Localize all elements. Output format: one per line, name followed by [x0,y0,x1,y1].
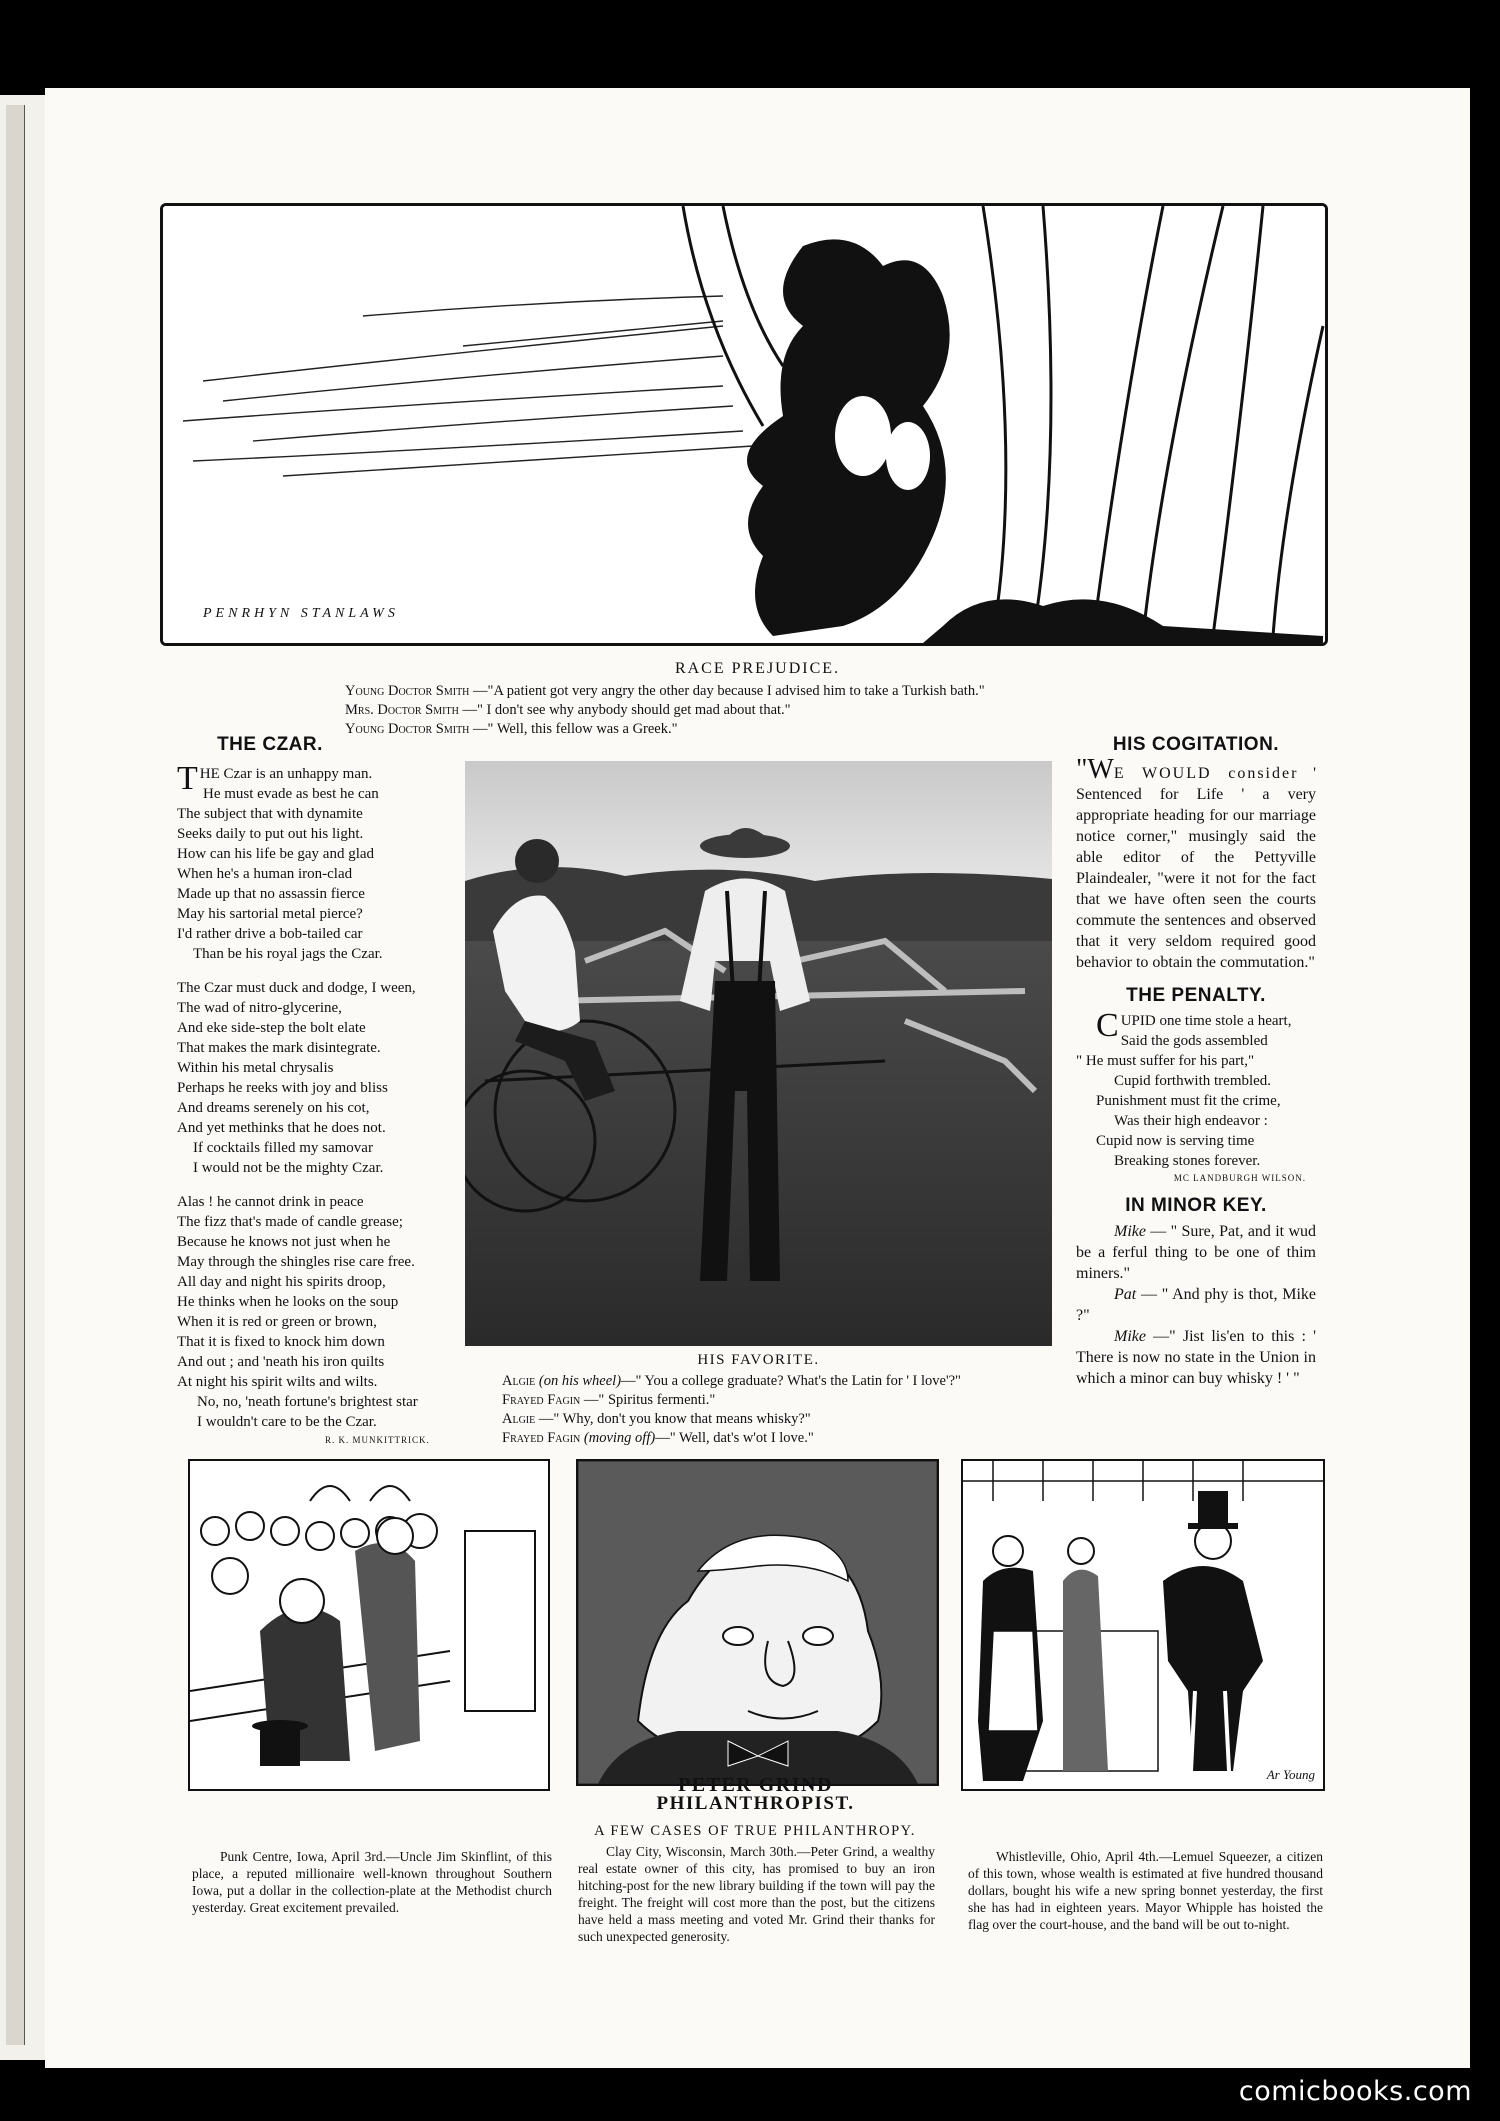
czar-first-line: THE Czar is an unhappy man. [177,760,373,797]
cogitation-title: HIS COGITATION. [1112,734,1280,755]
his-favorite-dialogue: Algie (on his wheel)—" You a college graduate? What's the Latin for ' I love'?" Frayed Fagin —" Spiritus fermenti." Algie —" Why, don't you know that means whisky?" Frayed Fagin (moving off)—" Well, dat's w'ot I love." [502,1373,961,1446]
site-watermark: comicbooks.com [1238,2076,1472,2107]
news-clay-city: Clay City, Wisconsin, March 30th.—Peter Grind, a wealthy real estate owner of this city, has promised to buy an iron hitching-post for the new library building if the town will pay the freight. The freight will cost more than the post, but the citizens have held a mass meeting and voted Mr. Grind their thanks for such unexpected generosity. [578,1844,935,1944]
cartoon-signature: Ar Young [1266,1767,1315,1782]
his-favorite-photo [465,761,1052,1346]
penalty-title: THE PENALTY. [1126,985,1266,1006]
illustration-signature: PENRHYN STANLAWS [203,606,399,621]
shop-scene-drawing [963,1461,1323,1789]
magazine-page [45,88,1470,2068]
dialogue-line-1: Young Doctor Smith —"A patient got very angry the other day because I advised him to take a Turkish bath." [345,683,985,699]
church-scene-drawing [190,1461,548,1789]
bonnet-cartoon [961,1459,1325,1791]
minor-key-p3: Mike —" Jist lis'en to this : ' There is now no state in the Union in which a minor can buy whisky ! ' " [1076,1328,1316,1387]
peter-grind-portrait [576,1459,939,1786]
minor-key-title: IN MINOR KEY. [1125,1195,1267,1216]
minor-key-p1: Mike — " Sure, Pat, and it wud be a ferful thing to be one of thim miners." [1076,1223,1316,1282]
his-favorite-caption: HIS FAVORITE. [697,1352,820,1368]
czar-title: THE CZAR. [217,734,323,755]
penalty-author: MC LANDBURGH WILSON. [1173,1173,1306,1183]
czar-poem: THE Czar is an unhappy man. He must evade as best he can The subject that with dynamite Seeks daily to put out his light. How can his life be gay and glad When he's a human iron-clad Made up that no assassin fierce May his sartorial metal pierce? I'd rather drive a bob-tailed car Than be his royal jags the Czar. The Czar must duck and dodge, I ween, The wad of nitro-glycerine, And eke side-step the bolt elate That makes the mark disintegrate. Within his metal chrysalis Perhaps he reeks with joy and bliss And dreams serenely on his cot, And yet methinks that he does not. If cocktails filled my samovar I would not be the mighty Czar. Alas ! he cannot drink in peace The fizz that's made of candle grease; Because he knows not just when he May through the shingles rise care free. All day and night his spirits droop, He thinks when he looks on the soup When it is red or green or brown, That it is fixed to knock him down And out ; and 'neath his iron quilts At night his spirit wilts and wilts. No, no, 'neath fortune's brightest star I wouldn't care to be the Czar. [177,764,487,1432]
book-gutter [0,95,48,2060]
philanthropy-caption: A FEW CASES OF TRUE PHILANTHROPY. [594,1823,916,1839]
race-prejudice-caption: RACE PREJUDICE. [674,660,841,677]
czar-author: R. K. MUNKITTRICK. [325,1435,430,1445]
dialogue-line-2: Mrs. Doctor Smith —" I don't see why anybody should get mad about that." [345,702,791,718]
race-prejudice-illustration [160,203,1328,646]
news-whistleville: Whistleville, Ohio, April 4th.—Lemuel Squeezer, a citizen of this town, whose wealth is estimated at five hundred thousand dollars, bought his wife a new spring bonnet yesterday, the first she has had in eighteen years. Mayor Whipple has hoisted the flag over the court-house, and the band will be out to-night. [968,1849,1323,1932]
penalty-poem: CUPID one time stole a heart, Said the gods assembled " He must suffer for his part," Cupid forthwith trembled. Punishment must fit the crime, Was their high endeavor : Cupid now is serving time Breaking stones forever. [1076,1007,1292,1169]
news-punk-centre: Punk Centre, Iowa, April 3rd.—Uncle Jim Skinflint, of this place, a reputed millionaire well-known throughout Southern Iowa, put a dollar in the collection-plate at the Methodist church yesterday. Great excitement prevailed. [192,1849,552,1915]
previous-page-edge [6,105,25,2045]
cogitation-text: "WE WOULD consider ' Sentenced for Life ' a very appropriate heading for our marriage notice corner," musingly said the able editor of the Pettyville Plaindealer, "were it not for the fact that we have often seen the courts commute the sentences and observed that it very seldom required good behavior to obtain the commutation." [1076,754,1316,971]
right-column [1076,734,1316,1389]
minor-key-p2: Pat — " And phy is thot, Mike ?" [1076,1286,1316,1324]
peter-grind-name: PETER GRIND [678,1774,833,1796]
philanthropist-face-drawing [578,1461,937,1784]
dialogue-line-3: Young Doctor Smith —" Well, this fellow was a Greek." [345,721,678,737]
church-collection-cartoon [188,1459,550,1791]
riders-in-woods-drawing [163,206,1325,643]
philanthropist-label: PHILANTHROPIST. [656,1793,855,1814]
race-prejudice-dialogue [345,682,985,739]
field-scene-photo [465,761,1052,1346]
